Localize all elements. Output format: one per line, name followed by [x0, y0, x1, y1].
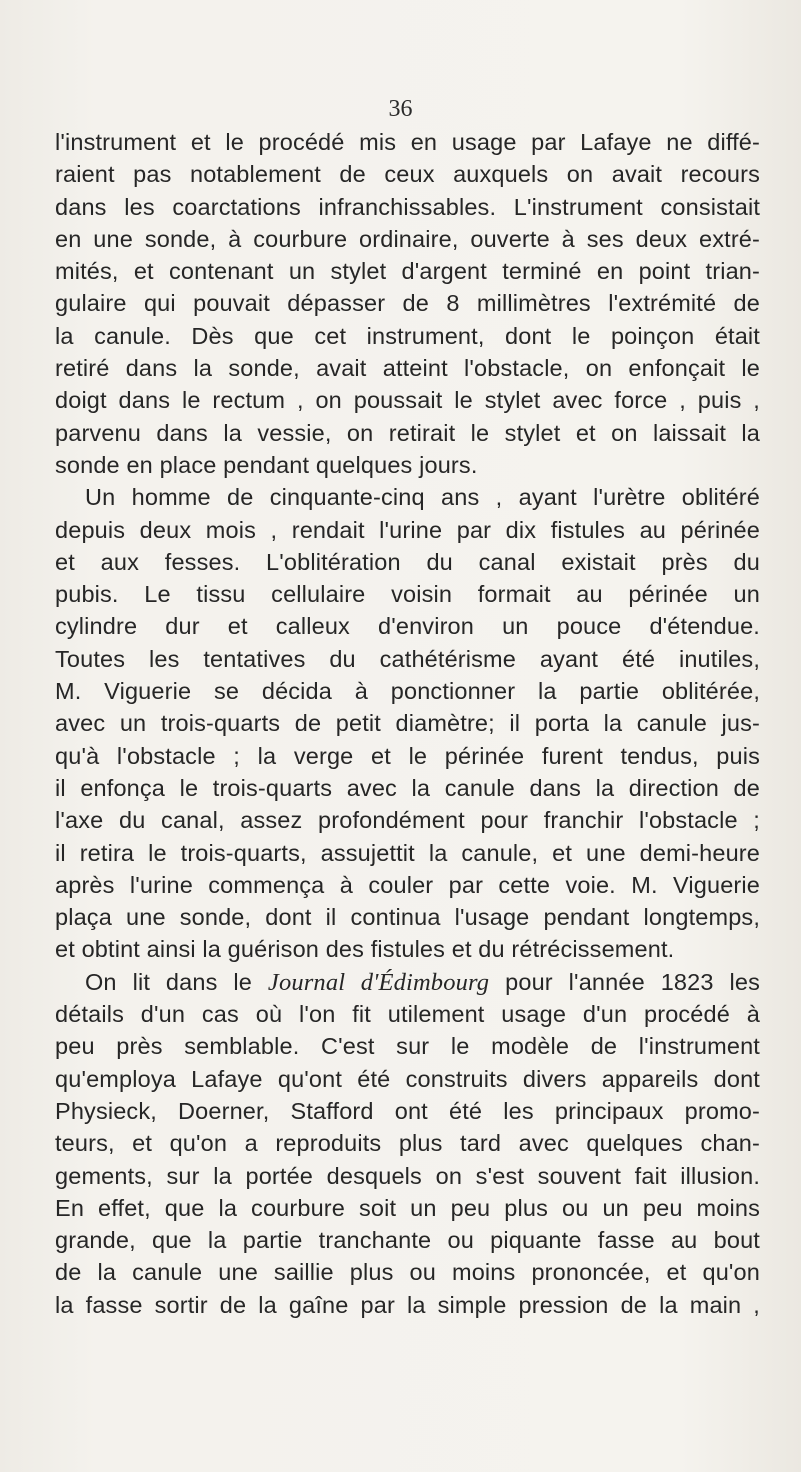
text-line: grande, que la partie tranchante ou piquante fasse au bout	[55, 1227, 760, 1254]
text-line: l'instrument et le procédé mis en usage par Lafaye ne diffé-	[55, 129, 760, 155]
text-line: En effet, que la courbure soit un peu plus ou un peu moins	[55, 1194, 760, 1221]
text-line: doigt dans le rectum , on poussait le stylet avec force , puis ,	[55, 387, 760, 414]
text-line: cylindre dur et calleux d'environ un pouce d'étendue.	[55, 613, 760, 640]
text-line: depuis deux mois , rendait l'urine par dix fistules au périnée	[55, 516, 760, 543]
text-line: peu près semblable. C'est sur le modèle de l'instrument	[55, 1033, 760, 1060]
text-line: retiré dans la sonde, avait atteint l'obstacle, on enfonçait le	[55, 355, 760, 382]
text-span: pour l'année 1823 les	[489, 968, 761, 995]
text-line: qu'à l'obstacle ; la verge et le périnée furent tendus, puis	[55, 742, 760, 769]
text-line: parvenu dans la vessie, on retirait le stylet et on laissait la	[55, 419, 760, 446]
text-line: Toutes les tentatives du cathétérisme ayant été inutiles,	[55, 645, 760, 672]
page-body-text	[55, 126, 760, 1321]
text-line: de la canule une saillie plus ou moins prononcée, et qu'on	[55, 1259, 760, 1286]
text-line: plaça une sonde, dont il continua l'usage pendant longtemps,	[55, 904, 760, 931]
text-line: gulaire qui pouvait dépasser de 8 millimètres l'extrémité de	[55, 290, 760, 317]
text-line: l'axe du canal, assez profondément pour franchir l'obstacle ;	[55, 807, 760, 834]
text-line: il retira le trois-quarts, assujettit la canule, et une demi-heure	[55, 839, 760, 866]
text-line: Physieck, Doerner, Stafford ont été les principaux promo-	[55, 1097, 760, 1124]
text-line: teurs, et qu'on a reproduits plus tard avec quelques chan-	[55, 1130, 760, 1157]
text-line: en une sonde, à courbure ordinaire, ouverte à ses deux extré-	[55, 225, 760, 252]
text-line: mités, et contenant un stylet d'argent terminé en point trian-	[55, 258, 760, 285]
text-line: détails d'un cas où l'on fit utilement usage d'un procédé à	[55, 1001, 760, 1028]
text-line-journal-reference	[55, 966, 760, 998]
text-line: avec un trois-quarts de petit diamètre; il porta la canule jus-	[55, 710, 760, 737]
text-line: après l'urine commença à couler par cette voie. M. Viguerie	[55, 871, 760, 898]
text-line: il enfonça le trois-quarts avec la canule dans la direction de	[55, 774, 760, 801]
journal-title: Journal d'Édimbourg	[267, 968, 490, 996]
text-span: On lit dans le	[85, 968, 268, 995]
text-line: gements, sur la portée desquels on s'est souvent fait illusion.	[55, 1162, 760, 1189]
text-line: dans les coarctations infranchissables. L'instrument consistait	[55, 193, 760, 220]
text-line: qu'employa Lafaye qu'ont été construits divers appareils dont	[55, 1065, 760, 1092]
text-line: M. Viguerie se décida à ponctionner la partie oblitérée,	[55, 678, 760, 705]
text-line: et obtint ainsi la guérison des fistules et du rétrécissement.	[55, 936, 675, 963]
text-line: raient pas notablement de ceux auxquels on avait recours	[55, 161, 760, 188]
text-line: et aux fesses. L'oblitération du canal existait près du	[55, 548, 760, 575]
text-line: Un homme de cinquante-cinq ans , ayant l'urètre oblitéré	[85, 484, 760, 511]
page-number: 36	[388, 96, 413, 122]
text-line: sonde en place pendant quelques jours.	[55, 451, 478, 478]
text-line: la fasse sortir de la gaîne par la simple pression de la main ,	[55, 1291, 760, 1318]
text-line: pubis. Le tissu cellulaire voisin formait au périnée un	[55, 581, 760, 608]
text-line: la canule. Dès que cet instrument, dont le poinçon était	[55, 322, 760, 349]
